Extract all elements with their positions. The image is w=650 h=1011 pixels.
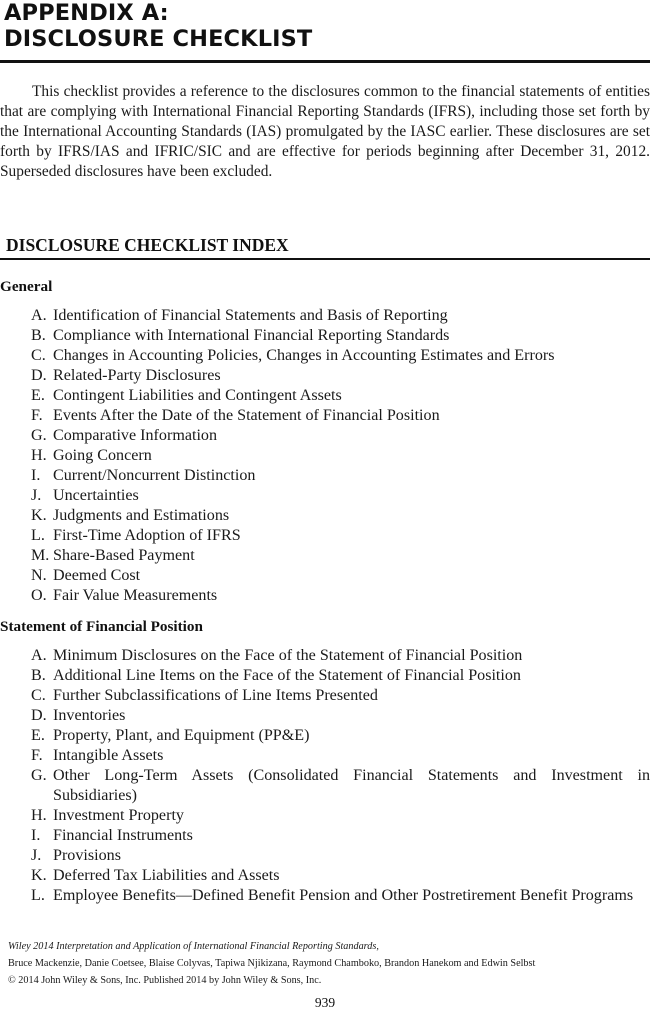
- list-item-letter: A.: [31, 307, 47, 324]
- list-item: [0, 566, 650, 586]
- title-line-2: DISCLOSURE CHECKLIST: [4, 26, 313, 52]
- list-item-letter: M.: [31, 547, 50, 564]
- list-item: [0, 366, 650, 386]
- list-item-letter: C.: [31, 687, 46, 704]
- list-item-text: Related-Party Disclosures: [53, 367, 221, 384]
- list-item-text: Financial Instruments: [53, 827, 193, 844]
- list-item-text: Property, Plant, and Equipment (PP&E): [53, 727, 310, 744]
- list-item-text: Changes in Accounting Policies, Changes in Accounting Estimates and Errors: [53, 347, 555, 364]
- list-item: [0, 766, 650, 806]
- list-item-letter: D.: [31, 707, 47, 724]
- page-title: [4, 0, 312, 52]
- list-item-letter: B.: [31, 327, 46, 344]
- list-item: [0, 526, 650, 546]
- list-item: [0, 646, 650, 666]
- footer-authors: Bruce Mackenzie, Danie Coetsee, Blaise Colyvas, Tapiwa Njikizana, Raymond Chamboko, Brandon Hanekom and Edwin Selbst: [8, 958, 536, 969]
- statement-of-financial-position-list: [0, 646, 650, 906]
- list-item-letter: J.: [31, 487, 42, 504]
- list-item-text: Identification of Financial Statements and Basis of Reporting: [53, 307, 448, 324]
- list-item-text: Deferred Tax Liabilities and Assets: [53, 867, 280, 884]
- list-item: [0, 446, 650, 466]
- list-item-letter: G.: [31, 767, 47, 784]
- list-item: [0, 546, 650, 566]
- list-item: [0, 486, 650, 506]
- list-item: [0, 726, 650, 746]
- title-line-1: APPENDIX A:: [4, 0, 169, 26]
- list-item-letter: J.: [31, 847, 42, 864]
- list-item-letter: K.: [31, 867, 47, 884]
- list-item-text: Share-Based Payment: [53, 547, 195, 564]
- list-item: [0, 506, 650, 526]
- list-item: [0, 326, 650, 346]
- list-item-letter: H.: [31, 807, 47, 824]
- list-item: [0, 426, 650, 446]
- list-item-text: Inventories: [53, 707, 126, 724]
- list-item: [0, 826, 650, 846]
- list-item-text: Investment Property: [53, 807, 184, 824]
- list-item: [0, 306, 650, 326]
- list-item-text: Contingent Liabilities and Contingent Assets: [53, 387, 342, 404]
- list-item-letter: F.: [31, 747, 43, 764]
- list-item-letter: I.: [31, 467, 41, 484]
- list-item-letter: N.: [31, 567, 47, 584]
- list-item-letter: C.: [31, 347, 46, 364]
- list-item: [0, 886, 650, 906]
- list-item-letter: O.: [31, 587, 47, 604]
- list-item: [0, 706, 650, 726]
- section-heading-statement-of-financial-position: Statement of Financial Position: [0, 618, 203, 635]
- list-item: [0, 686, 650, 706]
- general-list: [0, 306, 650, 606]
- title-divider: [0, 60, 650, 63]
- list-item-text: Going Concern: [53, 447, 152, 464]
- list-item: [0, 346, 650, 366]
- list-item-letter: G.: [31, 427, 47, 444]
- list-item-letter: E.: [31, 727, 45, 744]
- list-item-text: Intangible Assets: [53, 747, 164, 764]
- section-heading-general: General: [0, 278, 53, 295]
- list-item-letter: B.: [31, 667, 46, 684]
- list-item-text: Compliance with International Financial Reporting Standards: [53, 327, 450, 344]
- list-item-text: Provisions: [53, 847, 121, 864]
- footer-book-title: Wiley 2014 Interpretation and Application of International Financial Reporting Standards,: [8, 941, 379, 952]
- list-item: [0, 386, 650, 406]
- list-item: [0, 466, 650, 486]
- list-item-text: Minimum Disclosures on the Face of the Statement of Financial Position: [53, 647, 523, 664]
- list-item-text: Events After the Date of the Statement of Financial Position: [53, 407, 440, 424]
- list-item-letter: L.: [31, 527, 45, 544]
- list-item-text: Judgments and Estimations: [53, 507, 230, 524]
- index-divider: [0, 258, 650, 260]
- index-heading: DISCLOSURE CHECKLIST INDEX: [6, 235, 289, 255]
- list-item-text: Uncertainties: [53, 487, 139, 504]
- list-item: [0, 586, 650, 606]
- list-item-letter: I.: [31, 827, 41, 844]
- intro-paragraph: This checklist provides a reference to the disclosures common to the financial statements of entities that are complying with International Financial Reporting Standards (IFRS), including those set forth by the International Accounting Standards (IAS) promulgated by the IASC earlier. These disclosures are set forth by IFRS/IAS and IFRIC/SIC and are effective for periods beginning after December 31, 2012. Superseded disclosures have been excluded.: [0, 83, 650, 180]
- list-item: [0, 666, 650, 686]
- list-item-text: Further Subclassifications of Line Items Presented: [53, 687, 378, 704]
- list-item-text: Deemed Cost: [53, 567, 141, 584]
- list-item: [0, 846, 650, 866]
- list-item-text: Current/Noncurrent Distinction: [53, 467, 256, 484]
- list-item-text: Other Long-Term Assets (Consolidated Financial Statements and Investment in Subsidiaries): [53, 767, 650, 804]
- list-item-text: Employee Benefits—Defined Benefit Pension and Other Postretirement Benefit Programs: [53, 887, 634, 904]
- footer-copyright: © 2014 John Wiley & Sons, Inc. Published 2014 by John Wiley & Sons, Inc.: [8, 975, 322, 986]
- page-footer: [8, 938, 648, 989]
- list-item-letter: F.: [31, 407, 43, 424]
- list-item: [0, 806, 650, 826]
- list-item-letter: A.: [31, 647, 47, 664]
- list-item-text: Fair Value Measurements: [53, 587, 218, 604]
- list-item: [0, 406, 650, 426]
- page-number: 939: [314, 995, 336, 1010]
- list-item-letter: L.: [31, 887, 45, 904]
- list-item-letter: K.: [31, 507, 47, 524]
- list-item: [0, 746, 650, 766]
- list-item-letter: E.: [31, 387, 45, 404]
- list-item-text: Comparative Information: [53, 427, 218, 444]
- list-item-letter: D.: [31, 367, 47, 384]
- list-item-text: First-Time Adoption of IFRS: [53, 527, 241, 544]
- list-item: [0, 866, 650, 886]
- list-item-text: Additional Line Items on the Face of the Statement of Financial Position: [53, 667, 521, 684]
- list-item-letter: H.: [31, 447, 47, 464]
